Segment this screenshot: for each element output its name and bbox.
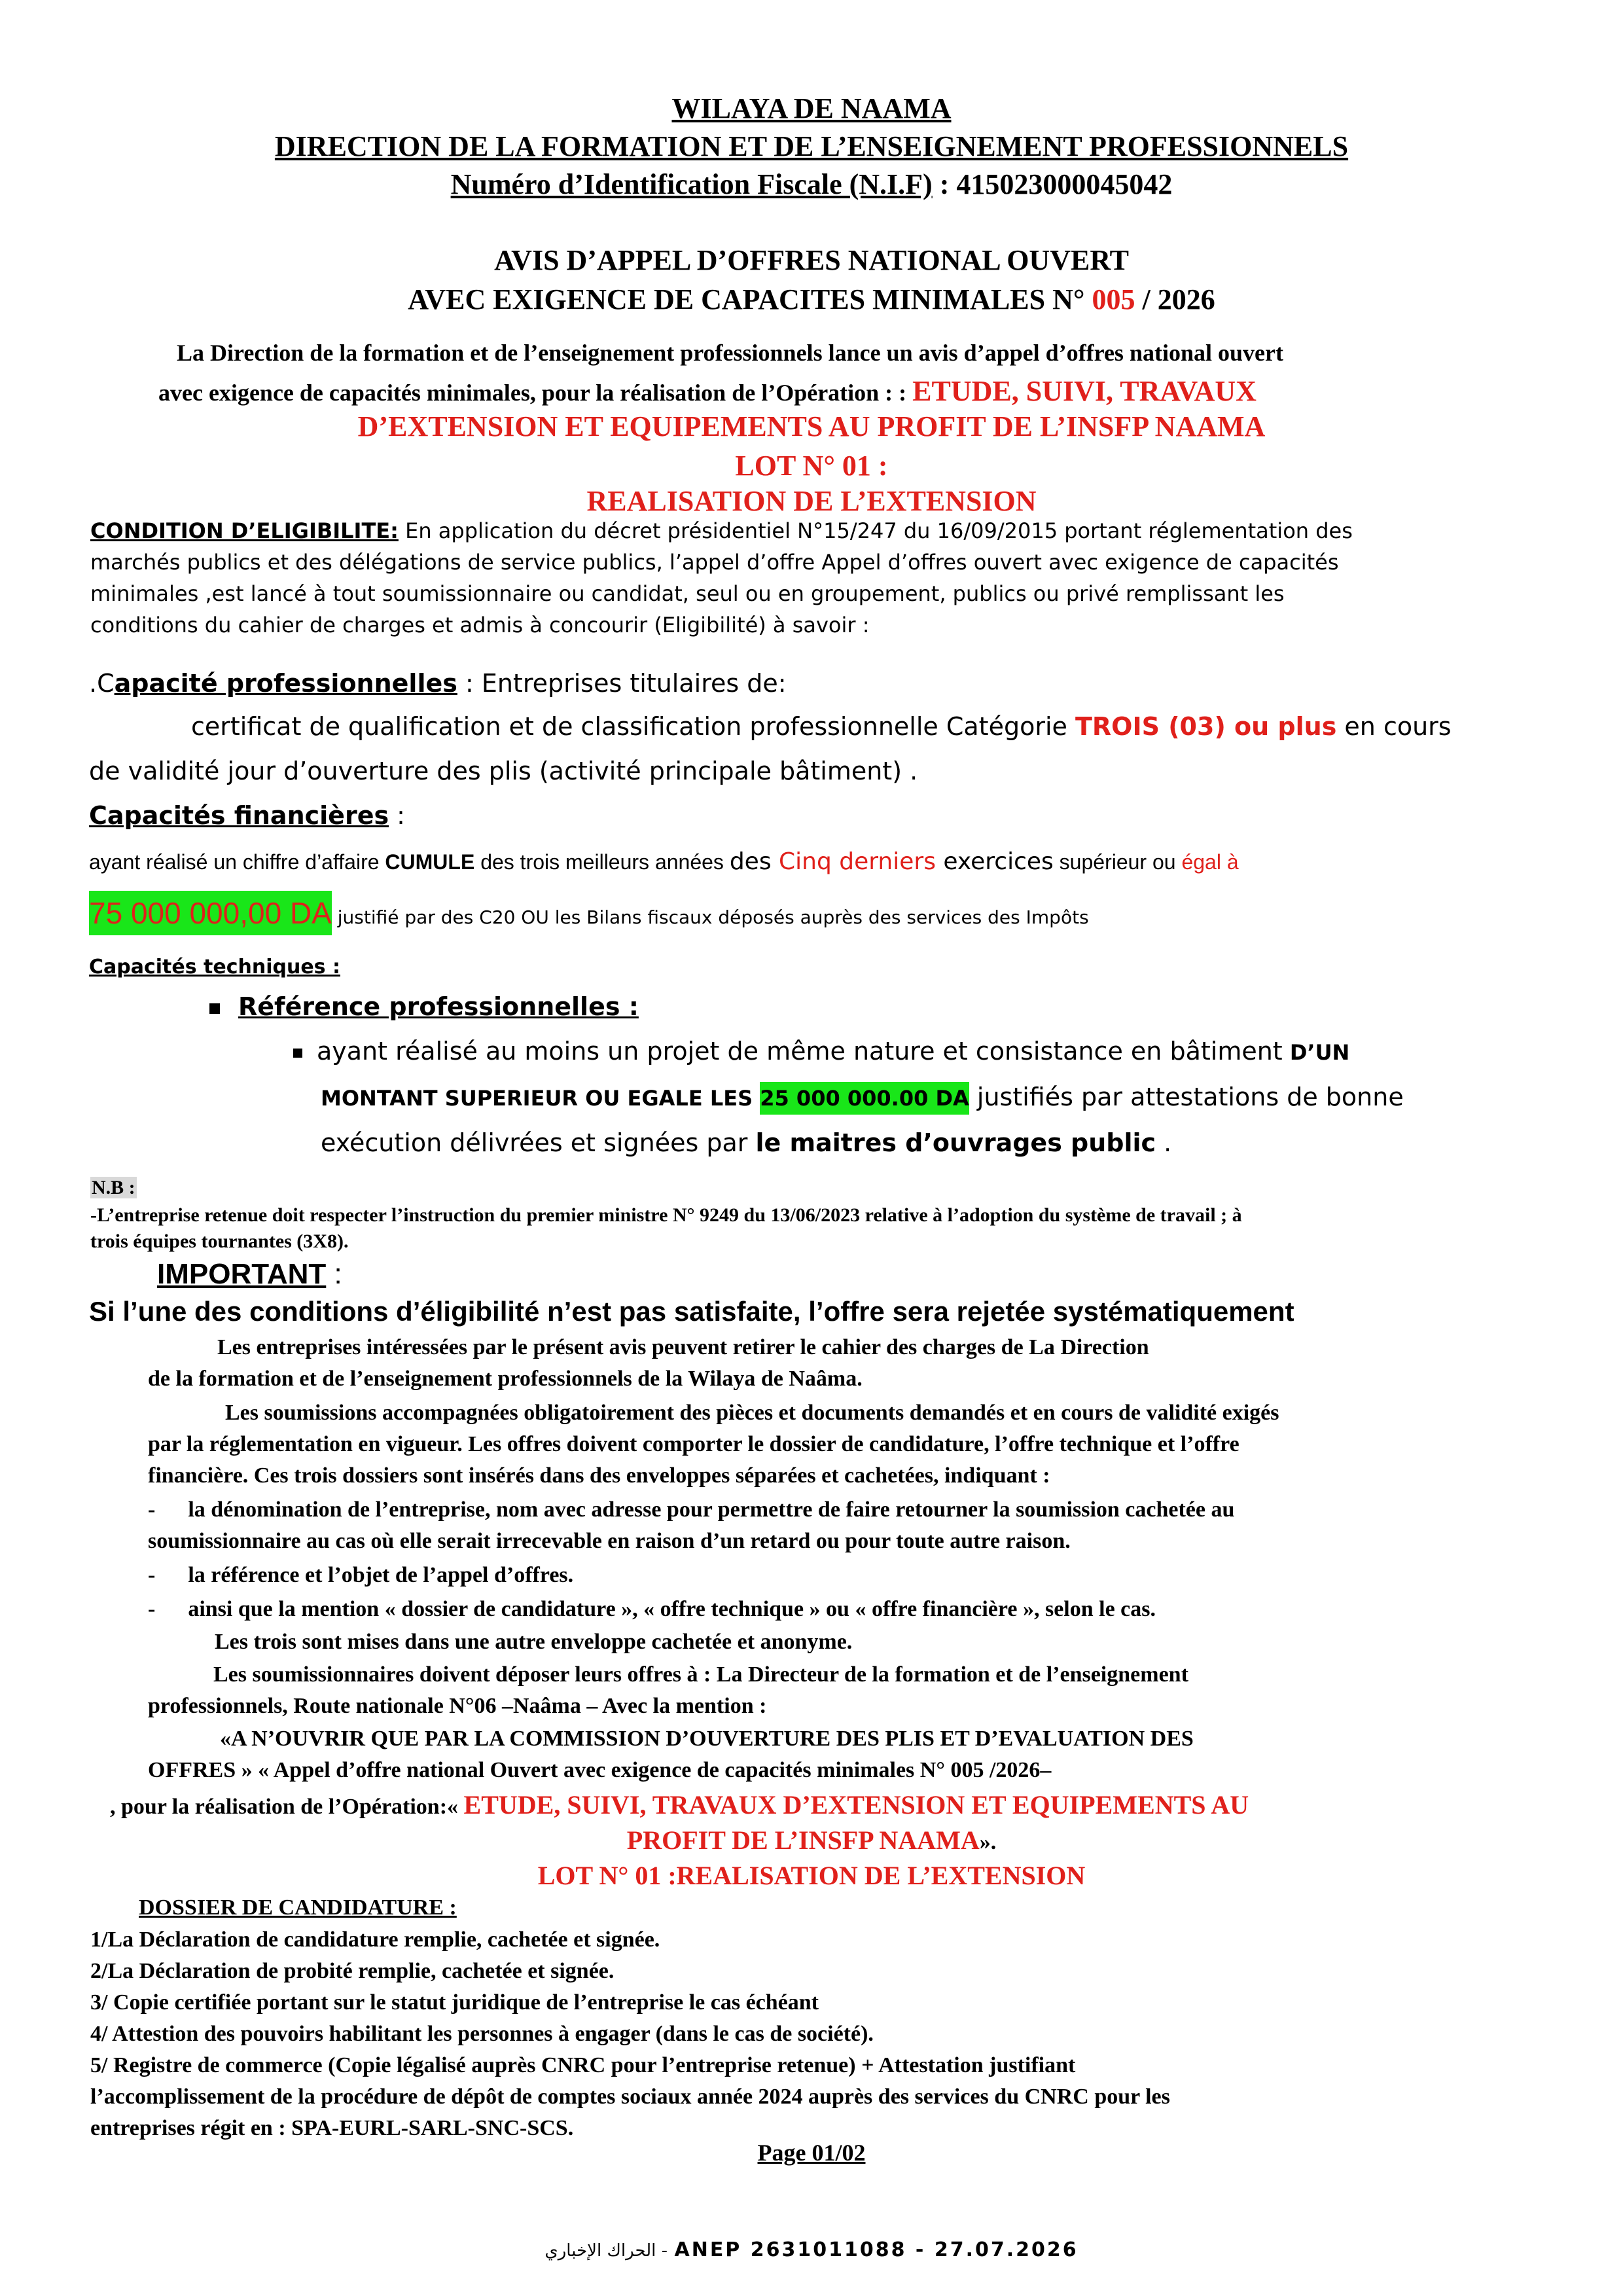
nb-line2: trois équipes tournantes (3X8).: [90, 1230, 349, 1252]
important-label: IMPORTANT :: [157, 1258, 342, 1290]
nb-label: N.B :: [92, 1177, 135, 1198]
body-p4-l2: professionnels, Route nationale N°06 –Naâma – Avec la mention :: [148, 1694, 767, 1718]
dossier-item: 3/ Copie certifiée portant sur le statut juridique de l’entreprise le cas échéant: [90, 1990, 819, 2015]
nb-line1: -L’entreprise retenue doit respecter l’instruction du premier ministre N° 9249 du 13/06/2023 relative à l’adoption du système de travail ; à: [90, 1204, 1242, 1226]
title-line1: AVIS D’APPEL D’OFFRES NATIONAL OUVERT: [494, 244, 1129, 276]
body-bullet2: - la référence et l’objet de l’appel d’offres.: [148, 1563, 574, 1587]
body-bullet1: - la dénomination de l’entreprise, nom avec adresse pour permettre de faire retourner la soumission cachetée au: [148, 1498, 1235, 1522]
header-nif: Numéro d’Identification Fiscale (N.I.F) : 415023000045042: [450, 168, 1173, 200]
eligibility-line4: conditions du cahier de charges et admis à concourir (Eligibilité) à savoir :: [90, 613, 870, 637]
important-text: Si l’une des conditions d’éligibilité n’est pas satisfaite, l’offre sera rejetée systématiquement: [89, 1296, 1294, 1327]
amount-highlight: 25 000 000.00 DA: [760, 1082, 969, 1115]
capacity-fin-line2: 75 000 000,00 DA justifié par des C20 OU les Bilans fiscaux déposés auprès des services des Impôts: [89, 895, 1089, 931]
footer-anep: الحراك الإخباري - ANEP 2631011088 - 27.07.2026: [544, 2238, 1079, 2261]
dossier-item: entreprises régit en : SPA-EURL-SARL-SNC-SCS.: [90, 2116, 574, 2140]
intro-lot: LOT N° 01 :: [735, 450, 888, 482]
body-bullet3: - ainsi que la mention « dossier de candidature », « offre technique » ou « offre financière », selon le cas.: [148, 1597, 1156, 1621]
body-p4-l1: Les soumissionnaires doivent déposer leurs offres à : La Directeur de la formation et de l’enseignement: [213, 1662, 1188, 1687]
body-p2-l2: par la réglementation en vigueur. Les offres doivent comporter le dossier de candidature, l’offre technique et l’offre: [148, 1432, 1240, 1456]
intro-lot-title: REALISATION DE L’EXTENSION: [586, 485, 1037, 517]
dossier-item: 2/La Déclaration de probité remplie, cachetée et signée.: [90, 1959, 615, 1983]
amount-highlight: 75 000 000,00 DA: [89, 891, 332, 935]
body-bullet1-l2: soumissionnaire au cas où elle serait irrecevable en raison d’un retard ou pour toute autre raison.: [148, 1529, 1071, 1553]
bullet-icon: [293, 1049, 302, 1058]
header-wilaya: WILAYA DE NAAMA: [671, 92, 952, 124]
dossier-item: 4/ Attestion des pouvoirs habilitant les personnes à engager (dans le cas de société).: [90, 2022, 874, 2046]
dossier-list: [90, 1924, 1170, 2144]
intro-line3: D’EXTENSION ET EQUIPEMENTS AU PROFIT DE L’INSFP NAAMA: [357, 410, 1266, 442]
capacity-tech-heading: Capacités techniques :: [89, 956, 340, 978]
body-lot-line: LOT N° 01 :REALISATION DE L’EXTENSION: [537, 1861, 1086, 1890]
eligibility-line3: minimales ,est lancé à tout soumissionnaire ou candidat, seul ou en groupement, publics ou privé remplissant les: [90, 581, 1285, 606]
dossier-item: l’accomplissement de la procédure de dépôt de comptes sociaux année 2024 auprès des services du CNRC pour les: [90, 2085, 1170, 2109]
reference-item-line3: exécution délivrées et signées par le maitres d’ouvrages public .: [321, 1128, 1172, 1157]
bullet-icon: [209, 1003, 220, 1014]
reference-pro-heading: Référence professionnelles :: [209, 992, 639, 1021]
capacity-pro-heading: .Capacité professionnelles : Entreprises titulaires de:: [89, 669, 787, 698]
intro-line2: avec exigence de capacités minimales, pour la réalisation de l’Opération : : ETUDE, SUIVI, TRAVAUX: [158, 375, 1257, 407]
eligibility-line1: CONDITION D’ELIGIBILITE: En application du décret présidentiel N°15/247 du 16/09/2015 portant réglementation des: [90, 518, 1353, 543]
body-p1-l2: de la formation et de l’enseignement professionnels de la Wilaya de Naâma.: [148, 1367, 863, 1391]
body-p2-l3: financière. Ces trois dossiers sont insérés dans des enveloppes séparées et cachetées, indiquant :: [148, 1463, 1050, 1488]
reference-item-line2: MONTANT SUPERIEUR OU EGALE LES 25 000 000.00 DA justifiés par attestations de bonne: [321, 1083, 1404, 1111]
capacity-pro-line2: certificat de qualification et de classification professionnelle Catégorie TROIS (03) ou plus en cours: [191, 712, 1452, 741]
capacity-fin-line1: ayant réalisé un chiffre d’affaire CUMULE des trois meilleurs années des Cinq derniers exercices supérieur ou égal à: [89, 848, 1239, 875]
body-p6: , pour la réalisation de l’Opération:« ETUDE, SUIVI, TRAVAUX D’EXTENSION ET EQUIPEMENTS AU: [110, 1790, 1249, 1820]
capacity-pro-line3: de validité jour d’ouverture des plis (activité principale bâtiment) .: [89, 757, 918, 785]
body-p5-l2: OFFRES » « Appel d’offre national Ouvert avec exigence de capacités minimales N° 005 /2026–: [148, 1758, 1052, 1782]
header-direction: DIRECTION DE LA FORMATION ET DE L’ENSEIGNEMENT PROFESSIONNELS: [274, 130, 1349, 162]
page-number: Page 01/02: [757, 2140, 866, 2166]
eligibility-line2: marchés publics et des délégations de service publics, l’appel d’offre Appel d’offres ouvert avec exigence de capacités: [90, 550, 1339, 575]
dossier-item: 1/La Déclaration de candidature remplie, cachetée et signée.: [90, 1928, 660, 1952]
body-p5-l1: «A N’OUVRIR QUE PAR LA COMMISSION D’OUVERTURE DES PLIS ET D’EVALUATION DES: [220, 1727, 1194, 1751]
body-p3: Les trois sont mises dans une autre enveloppe cachetée et anonyme.: [215, 1630, 853, 1654]
body-p7: PROFIT DE L’INSFP NAAMA».: [626, 1825, 997, 1855]
dossier-item: 5/ Registre de commerce (Copie légalisé auprès CNRC pour l’entreprise retenue) + Attestation justifiant: [90, 2053, 1076, 2077]
body-p2-l1: Les soumissions accompagnées obligatoirement des pièces et documents demandés et en cours de validité exigés: [225, 1401, 1279, 1425]
reference-item-line1: ayant réalisé au moins un projet de même nature et consistance en bâtiment D’UN: [293, 1037, 1349, 1066]
intro-line1: La Direction de la formation et de l’enseignement professionnels lance un avis d’appel d’offres national ouvert: [177, 340, 1283, 366]
dossier-heading: DOSSIER DE CANDIDATURE :: [139, 1895, 457, 1920]
capacity-fin-heading: Capacités financières :: [89, 801, 405, 830]
body-p1-l1: Les entreprises intéressées par le présent avis peuvent retirer le cahier des charges de La Direction: [217, 1335, 1149, 1359]
title-line2: AVEC EXIGENCE DE CAPACITES MINIMALES N° 005 / 2026: [408, 283, 1215, 315]
